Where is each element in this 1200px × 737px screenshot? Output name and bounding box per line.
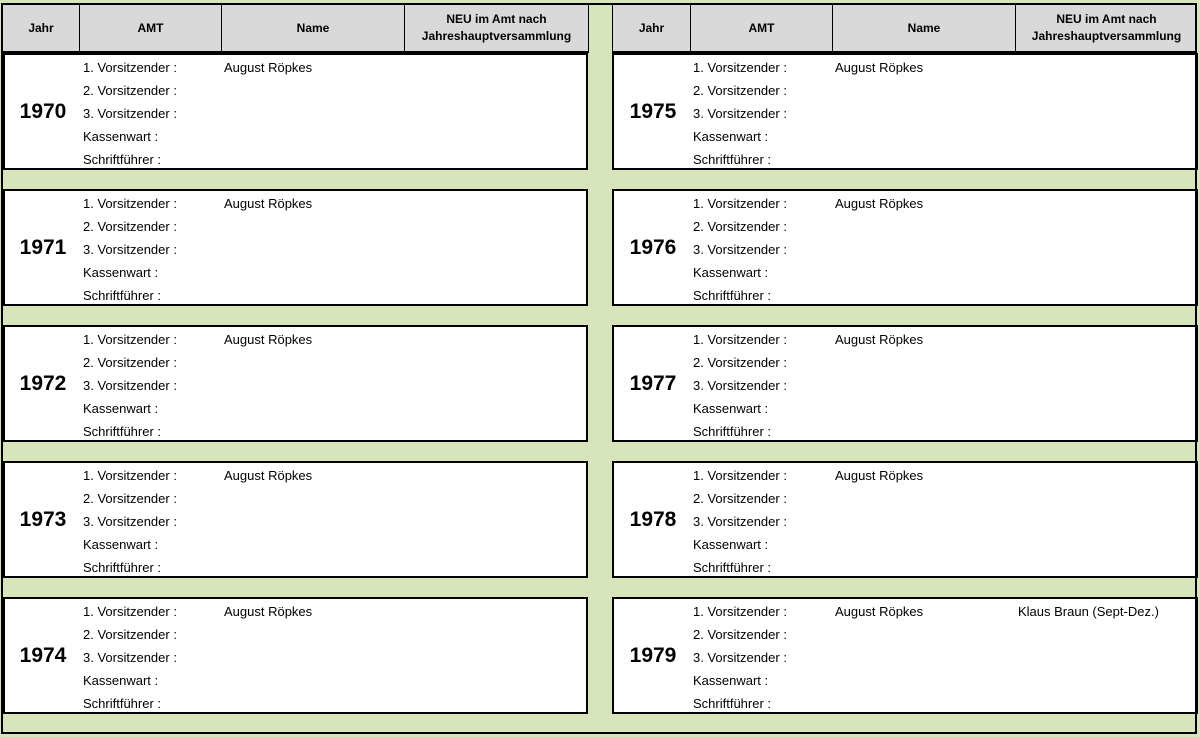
table-header-left — [3, 5, 588, 53]
header-name: Name — [222, 5, 405, 51]
role-label: Kassenwart : — [693, 129, 769, 144]
role-row — [5, 215, 586, 238]
person-name: August Röpkes — [835, 60, 924, 75]
role-rows — [5, 191, 586, 304]
role-row — [614, 351, 1196, 374]
role-row — [614, 487, 1196, 510]
role-label: Schriftführer : — [83, 696, 162, 711]
header-amt: AMT — [691, 5, 833, 51]
role-label: Kassenwart : — [83, 673, 159, 688]
role-row — [5, 261, 586, 284]
role-label: 1. Vorsitzender : — [83, 60, 177, 75]
role-row — [614, 148, 1196, 171]
role-label: 1. Vorsitzender : — [83, 196, 177, 211]
role-label: 1. Vorsitzender : — [693, 604, 787, 619]
role-row — [614, 646, 1196, 669]
role-row — [614, 79, 1196, 102]
role-row — [614, 397, 1196, 420]
role-row — [5, 125, 586, 148]
role-row — [614, 215, 1196, 238]
year-block-1975 — [612, 53, 1198, 170]
person-name: August Röpkes — [224, 60, 313, 75]
role-row — [5, 148, 586, 171]
role-row — [614, 600, 1196, 623]
role-label: Schriftführer : — [83, 424, 162, 439]
role-row — [5, 79, 586, 102]
year-label: 1976 — [629, 235, 677, 259]
role-label: Schriftführer : — [83, 288, 162, 303]
year-label: 1974 — [19, 643, 67, 667]
person-name: August Röpkes — [835, 468, 924, 483]
header-neu-line2: Jahreshauptversammlung — [421, 29, 572, 43]
role-label: 3. Vorsitzender : — [83, 650, 177, 665]
role-row — [614, 464, 1196, 487]
role-label: 3. Vorsitzender : — [83, 514, 177, 529]
role-row — [614, 556, 1196, 579]
role-row — [5, 397, 586, 420]
role-label: Schriftführer : — [693, 152, 772, 167]
role-label: 3. Vorsitzender : — [83, 242, 177, 257]
column-separator — [588, 5, 613, 53]
person-name: August Röpkes — [835, 332, 924, 347]
role-row — [5, 487, 586, 510]
header-neu-line2: Jahreshauptversammlung — [1031, 29, 1182, 43]
role-rows — [614, 191, 1196, 304]
role-row — [5, 284, 586, 307]
role-row — [614, 284, 1196, 307]
role-label: 2. Vorsitzender : — [693, 83, 787, 98]
role-label: 2. Vorsitzender : — [693, 219, 787, 234]
role-row — [614, 125, 1196, 148]
role-row — [5, 192, 586, 215]
role-label: Kassenwart : — [693, 673, 769, 688]
role-label: 1. Vorsitzender : — [83, 604, 177, 619]
header-jahr: Jahr — [613, 5, 691, 51]
role-label: Kassenwart : — [83, 537, 159, 552]
role-row — [5, 464, 586, 487]
header-neu-line1: NEU im Amt nach — [1056, 12, 1157, 26]
role-label: 2. Vorsitzender : — [83, 627, 177, 642]
year-label: 1973 — [19, 507, 67, 531]
role-rows — [5, 599, 586, 712]
year-block-1973 — [3, 461, 588, 578]
role-label: 1. Vorsitzender : — [693, 468, 787, 483]
role-row — [614, 623, 1196, 646]
role-label: 2. Vorsitzender : — [693, 627, 787, 642]
header-neu — [1016, 5, 1197, 51]
year-block-1977 — [612, 325, 1198, 442]
person-name: August Röpkes — [835, 196, 924, 211]
role-label: 3. Vorsitzender : — [693, 650, 787, 665]
year-label: 1971 — [19, 235, 67, 259]
year-block-1978 — [612, 461, 1198, 578]
role-label: Schriftführer : — [693, 288, 772, 303]
role-rows — [614, 463, 1196, 576]
role-label: 1. Vorsitzender : — [83, 468, 177, 483]
role-row — [5, 420, 586, 443]
role-row — [614, 238, 1196, 261]
header-neu — [405, 5, 588, 51]
role-label: Kassenwart : — [693, 265, 769, 280]
role-row — [614, 56, 1196, 79]
role-row — [614, 420, 1196, 443]
role-row — [5, 510, 586, 533]
role-row — [5, 623, 586, 646]
role-label: Kassenwart : — [693, 537, 769, 552]
role-label: 3. Vorsitzender : — [693, 242, 787, 257]
role-label: Schriftführer : — [83, 560, 162, 575]
role-rows — [614, 599, 1196, 712]
person-name: August Röpkes — [835, 604, 924, 619]
role-label: 2. Vorsitzender : — [83, 491, 177, 506]
role-label: Schriftführer : — [83, 152, 162, 167]
role-rows — [5, 55, 586, 168]
role-label: 1. Vorsitzender : — [693, 332, 787, 347]
year-block-1974 — [3, 597, 588, 714]
person-name: August Röpkes — [224, 468, 313, 483]
role-row — [614, 533, 1196, 556]
role-row — [5, 56, 586, 79]
role-label: 3. Vorsitzender : — [693, 106, 787, 121]
person-name: August Röpkes — [224, 196, 313, 211]
header-name: Name — [833, 5, 1016, 51]
role-row — [5, 646, 586, 669]
year-label: 1978 — [629, 507, 677, 531]
header-amt: AMT — [80, 5, 222, 51]
role-label: 3. Vorsitzender : — [83, 378, 177, 393]
year-label: 1970 — [19, 99, 67, 123]
year-label: 1972 — [19, 371, 67, 395]
role-label: 1. Vorsitzender : — [693, 60, 787, 75]
role-label: Kassenwart : — [83, 129, 159, 144]
person-name: August Röpkes — [224, 604, 313, 619]
year-block-1972 — [3, 325, 588, 442]
role-row — [614, 374, 1196, 397]
role-label: Kassenwart : — [83, 265, 159, 280]
role-row — [5, 533, 586, 556]
role-row — [5, 102, 586, 125]
year-label: 1975 — [629, 99, 677, 123]
year-label: 1977 — [629, 371, 677, 395]
role-row — [614, 192, 1196, 215]
role-label: Schriftführer : — [693, 424, 772, 439]
role-label: 2. Vorsitzender : — [83, 83, 177, 98]
year-block-1976 — [612, 189, 1198, 306]
role-label: 2. Vorsitzender : — [83, 219, 177, 234]
role-row — [5, 374, 586, 397]
role-row — [614, 692, 1196, 715]
person-name: August Röpkes — [224, 332, 313, 347]
role-rows — [5, 463, 586, 576]
role-row — [614, 669, 1196, 692]
role-label: Kassenwart : — [693, 401, 769, 416]
role-row — [614, 328, 1196, 351]
role-label: Schriftführer : — [693, 560, 772, 575]
role-row — [5, 351, 586, 374]
role-rows — [614, 327, 1196, 440]
year-block-1971 — [3, 189, 588, 306]
role-rows — [5, 327, 586, 440]
new-in-office: Klaus Braun (Sept-Dez.) — [1018, 604, 1159, 619]
role-row — [5, 600, 586, 623]
role-label: 2. Vorsitzender : — [693, 355, 787, 370]
year-block-1979 — [612, 597, 1198, 714]
role-row — [614, 102, 1196, 125]
role-label: 2. Vorsitzender : — [693, 491, 787, 506]
role-row — [614, 261, 1196, 284]
role-label: Schriftführer : — [693, 696, 772, 711]
year-label: 1979 — [629, 643, 677, 667]
role-row — [5, 238, 586, 261]
role-label: Kassenwart : — [83, 401, 159, 416]
year-block-1970 — [3, 53, 588, 170]
role-row — [5, 556, 586, 579]
role-label: 1. Vorsitzender : — [693, 196, 787, 211]
role-label: 1. Vorsitzender : — [83, 332, 177, 347]
role-row — [5, 692, 586, 715]
role-label: 3. Vorsitzender : — [693, 514, 787, 529]
role-label: 3. Vorsitzender : — [693, 378, 787, 393]
role-row — [5, 328, 586, 351]
header-jahr: Jahr — [3, 5, 80, 51]
role-label: 3. Vorsitzender : — [83, 106, 177, 121]
header-neu-line1: NEU im Amt nach — [446, 12, 547, 26]
role-row — [614, 510, 1196, 533]
table-header-right — [613, 5, 1197, 53]
role-label: 2. Vorsitzender : — [83, 355, 177, 370]
role-row — [5, 669, 586, 692]
role-rows — [614, 55, 1196, 168]
